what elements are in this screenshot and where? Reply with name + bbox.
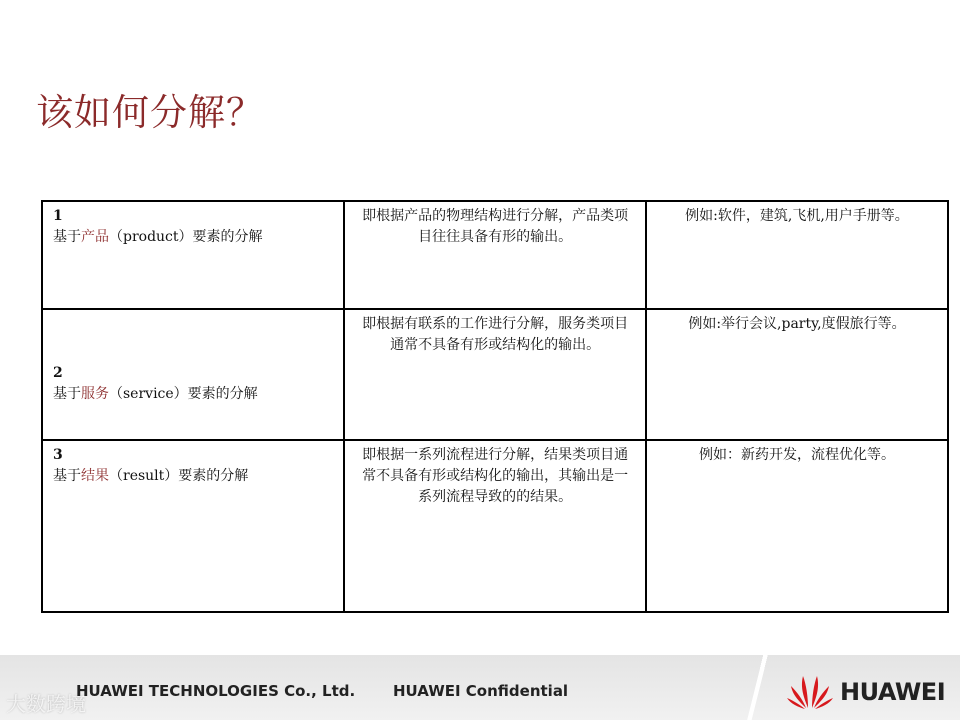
description-cell: 即根据有联系的工作进行分解，服务类项目通常不具备有形或结构化的输出。 [344,309,646,440]
label-keyword: 产品 [81,229,109,245]
table-row [42,201,948,309]
label-suffix: （result）要素的分解 [109,468,249,484]
label-suffix: （service）要素的分解 [109,385,258,402]
label-suffix: （product）要素的分解 [109,229,263,245]
row-label-cell [42,201,344,309]
row-number: 3 [53,447,63,463]
label-keyword: 服务 [81,385,109,402]
watermark-text: 大数跨境 [6,692,86,716]
company-name: HUAWEI TECHNOLOGIES Co., Ltd. [76,682,356,700]
label-prefix: 基于 [53,229,81,245]
label-prefix: 基于 [53,385,81,402]
row-label-cell [42,440,344,612]
table-row [42,309,948,440]
example-cell: 例如:软件，建筑,飞机,用户手册等。 [646,201,948,309]
huawei-brand-text: HUAWEI [840,678,946,706]
confidential-label: HUAWEI Confidential [393,682,569,700]
description-cell: 即根据一系列流程进行分解，结果类项目通常不具备有形或结构化的输出，其输出是一系列流程导致的的结果。 [344,440,646,612]
example-cell: 例如：新药开发，流程优化等。 [646,440,948,612]
slide-title: 该如何分解？ [36,91,264,134]
decomposition-table [41,200,949,613]
label-keyword: 结果 [81,468,109,484]
description-cell: 即根据产品的物理结构进行分解，产品类项目往往具备有形的输出。 [344,201,646,309]
example-cell: 例如:举行会议,party,度假旅行等。 [646,309,948,440]
huawei-logo-icon [786,670,834,710]
label-prefix: 基于 [53,468,81,484]
table-row [42,440,948,612]
row-label-cell [42,309,344,440]
row-number: 1 [53,208,63,224]
row-number: 2 [53,364,63,381]
